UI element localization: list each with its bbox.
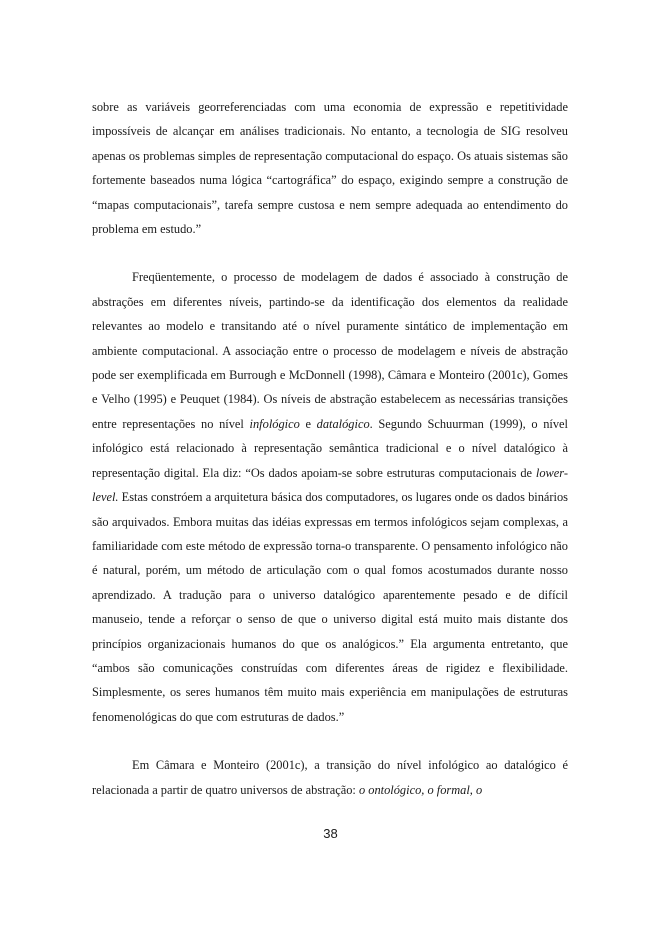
abstraction-universes-terms: o ontológico, o formal, o xyxy=(358,782,483,797)
paragraph-2 xyxy=(92,265,568,729)
paragraph-2-text-d: Estas constróem a arquitetura básica dos computadores, os lugares onde os dados binários são arquivados. Embora muitas das idéias expressas em termos infológicos sejam complexas, a familiaridade com este método de expressão torna-o transparente. O pensamento infológico não é natural, porém, um método de articulação com o qual fomos acostumados durante nosso aprendizado. A tradução para o universo datalógico aparentemente pesado e de difícil manuseio, tende a reforçar o senso de que o universo digital está muito mais distante dos princípios organizacionais humanos do que os analógicos.” Ela argumenta entretanto, que “ambos são comunicações construídas com diferentes áreas de rigidez e flexibilidade. Simplesmente, os seres humanos têm muito mais experiência em manipulações de estruturas fenomenológicas do que com estruturas de dados.” xyxy=(92,490,568,724)
paragraph-3-text-a: Em Câmara e Monteiro (2001c), a transição do nível infológico ao datalógico é relacionada a partir de quatro universos de abstração: xyxy=(92,758,568,797)
paragraph-1 xyxy=(92,95,568,241)
term-datalogico: datalógico xyxy=(316,416,370,431)
paragraph-spacer xyxy=(92,729,568,753)
paragraph-spacer xyxy=(92,241,568,265)
paragraph-2-text-c: . Segundo Schuurman (1999), o nível infológico está relacionado à representação semântica tradicional e o nível datalógico à representação digital. Ela diz: “Os dados apoiam-se sobre estruturas computacionais de xyxy=(92,416,568,480)
paragraph-2-text-a: Freqüentemente, o processo de modelagem de dados é associado à construção de abstrações em diferentes níveis, partindo-se da identificação dos elementos da realidade relevantes ao modelo e transitando até o nível puramente sintático de implementação em ambiente computacional. A associação entre o processo de modelagem e níveis de abstração pode ser exemplificada em Burrough e McDonnell (1998), Câmara e Monteiro (2001c), Gomes e Velho (1995) e Peuquet (1984). Os níveis de abstração estabelecem as necessárias transições entre representações no nível xyxy=(92,270,568,431)
term-lower-level: lower-level. xyxy=(92,465,568,505)
page-body xyxy=(92,95,568,802)
paragraph-3 xyxy=(92,753,568,802)
term-infologico: infológico xyxy=(249,416,300,431)
paragraph-1-text: sobre as variáveis georreferenciadas com uma economia de expressão e repetitividade impossíveis de alcançar em análises tradicionais. No entanto, a tecnologia de SIG resolveu apenas os problemas simples de representação computacional do espaço. Os atuais sistemas são fortemente baseados numa lógica “cartográfica” do espaço, exigindo sempre a construção de “mapas computacionais”, tarefa sempre custosa e nem sempre adequada ao entendimento do problema em estudo.” xyxy=(92,100,568,237)
paragraph-2-text-b: e xyxy=(299,416,317,431)
page-number: 38 xyxy=(323,826,338,841)
